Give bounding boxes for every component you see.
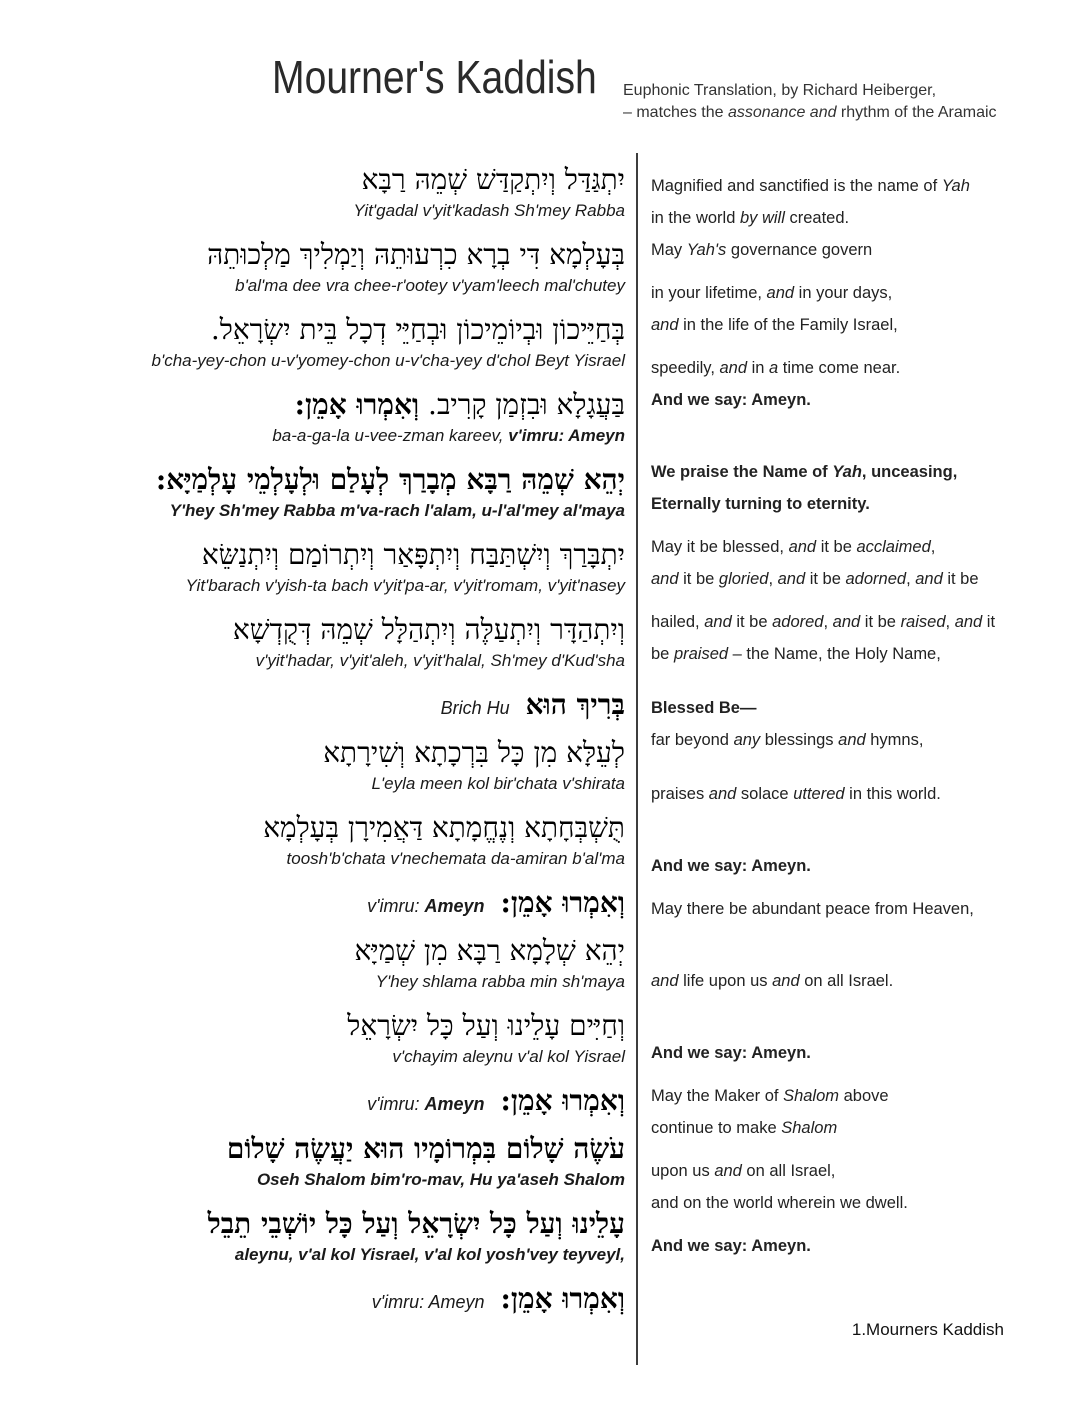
text-segment: and: [651, 316, 679, 334]
subtitle-line: [623, 102, 997, 124]
transliteration-line: [16, 1169, 625, 1191]
hebrew-line: [16, 1006, 625, 1046]
hebrew-refrain-line: [16, 1081, 625, 1124]
text-segment: וְאִמְרוּ אָמֵן:: [500, 886, 625, 919]
translation-line: [651, 1230, 1081, 1262]
transliteration-line: [16, 773, 625, 795]
hebrew-line: [16, 733, 625, 773]
translation-line: [651, 170, 1081, 202]
text-segment: above: [839, 1087, 889, 1105]
text-segment: לְעֵלָּא מִן כָּל בִּרְכָתָא וְשִׁירָתָא: [323, 736, 625, 769]
text-segment: it be: [816, 538, 857, 556]
text-segment: any: [733, 731, 761, 749]
hebrew-line: [16, 460, 625, 500]
hebrew-line: [16, 931, 625, 971]
text-segment: Oseh Shalom bim'ro-mav, Hu ya'aseh Shalom: [256, 1170, 625, 1189]
text-segment: on all Israel,: [741, 1162, 836, 1180]
text-segment: a: [769, 359, 779, 377]
translation-column: [651, 170, 1081, 1262]
translation-line: [651, 309, 1081, 341]
text-segment: solace: [736, 785, 794, 803]
transliteration-line: [16, 575, 625, 597]
transliteration-line: [16, 650, 625, 672]
text-segment: governance govern: [726, 241, 873, 259]
translation-line: [651, 352, 1081, 384]
translation-line: [651, 606, 1081, 638]
text-segment: and: [777, 570, 806, 588]
translation-line: [651, 638, 1081, 670]
page-number-label: 1.Mourners Kaddish: [851, 1320, 1004, 1339]
text-segment: יְהֵא שְׁמֵהּ רַבָּא מְבָרַךְ לְעָלַם וּלְעָלְמֵי עָלְמַיָּא:: [155, 463, 625, 496]
text-segment: Yah: [832, 463, 862, 481]
text-segment: in this world.: [844, 785, 941, 803]
subtitle: [623, 80, 997, 124]
text-segment: it: [982, 613, 996, 631]
text-segment: and: [832, 613, 861, 631]
text-segment: and: [719, 359, 748, 377]
text-segment: תֻּשְׁבְּחָתָא וְנֶחֱמָתָא דַּאֲמִירָן בְּעָלְמָא: [263, 811, 625, 844]
hebrew-refrain-line: [16, 685, 625, 728]
text-segment: it be: [942, 570, 979, 588]
text-segment: rhythm of the Aramaic: [836, 104, 997, 121]
text-segment: and: [708, 785, 737, 803]
hebrew-line: [16, 610, 625, 650]
text-segment: Ameyn: [424, 896, 485, 916]
text-segment: Shalom: [783, 1087, 840, 1105]
hebrew-refrain-line: [16, 883, 625, 926]
text-segment: uttered: [793, 785, 845, 803]
translation-line: [651, 202, 1081, 234]
translation-line: [651, 1037, 1081, 1069]
text-segment: in: [747, 359, 770, 377]
text-segment: in your lifetime,: [651, 284, 767, 302]
hebrew-line: [16, 310, 625, 350]
translation-line: [651, 692, 1081, 724]
text-segment: assonance and: [727, 104, 837, 121]
translation-line: [651, 1187, 1081, 1219]
text-segment: יִתְגַּדַּל וְיִתְקַדַּשׁ שְׁמֵהּ רַבָּא: [361, 163, 625, 196]
text-segment: in the world: [651, 209, 740, 227]
translation-line: [651, 1155, 1081, 1187]
text-segment: and: [766, 284, 795, 302]
text-segment: and: [954, 613, 983, 631]
hebrew-line: [16, 160, 625, 200]
translation-line: [651, 850, 1081, 882]
transliteration-line: [16, 350, 625, 372]
text-segment: וְחַיִּים עָלֵינוּ וְעַל כָּל יִשְׂרָאֵל: [347, 1009, 625, 1042]
text-segment: and: [714, 1162, 742, 1180]
text-segment: on all Israel.: [799, 972, 894, 990]
text-segment: gloried: [718, 570, 769, 588]
page-title: Mourner's Kaddish: [272, 51, 597, 103]
text-segment: וְאִמְרוּ אָמֵן:: [500, 1282, 625, 1315]
translation-line: [651, 893, 1081, 925]
translation-line: [651, 778, 1081, 810]
text-segment: בְּחַיֵּיכוֹן וּבְיוֹמֵיכוֹן וּבְחַיֵּי דְכָל בֵּית יִשְׂרָאֵל.: [210, 313, 625, 346]
text-segment: יִתְבָּרַךְ וְיִשְׁתַּבַּח וְיִתְפָּאַר וְיִתְרוֹמַם וְיִתְנַשֵּׂא: [201, 538, 625, 571]
column-divider: [636, 153, 638, 1365]
text-segment: and: [915, 570, 943, 588]
hebrew-line: [16, 1204, 625, 1244]
translation-line: [651, 234, 1081, 266]
text-segment: ,: [930, 538, 936, 556]
text-segment: in your days,: [794, 284, 893, 302]
text-segment: Yah: [941, 177, 970, 195]
text-segment: ,: [823, 613, 833, 631]
text-segment: adored: [772, 613, 824, 631]
prayer-column: [16, 160, 625, 1327]
hebrew-line: [16, 385, 625, 425]
text-segment: וְאִמְרוּ אָמֵן:: [294, 388, 420, 421]
translation-line: [651, 724, 1081, 756]
hebrew-line: [16, 808, 625, 848]
text-segment: it be: [678, 570, 719, 588]
text-segment: We praise the Name of: [651, 463, 833, 481]
text-segment: hailed,: [651, 613, 705, 631]
text-segment: בַּעֲגָלָא וּבִזְמַן קָרִיב.: [419, 388, 625, 421]
hebrew-line: [16, 535, 625, 575]
text-segment: blessings: [760, 731, 839, 749]
text-segment: b'al'ma dee vra chee-r'ootey v'yam'leech mal'chutey: [235, 276, 625, 295]
text-segment: עֹשֶׂה שָׁלוֹם בִּמְרוֹמָיו הוּא יַעֲשֶׂה שָׁלוֹם: [226, 1132, 625, 1165]
text-segment: ,: [906, 570, 916, 588]
text-segment: and: [651, 972, 679, 990]
text-segment: v'chayim aleynu v'al kol Yisrael: [392, 1047, 625, 1066]
text-segment: ,: [768, 570, 778, 588]
text-segment: acclaimed: [856, 538, 931, 556]
transliteration-line: [16, 200, 625, 222]
text-segment: and: [788, 538, 817, 556]
transliteration-line: [16, 500, 625, 522]
text-segment: v'imru:: [367, 1094, 425, 1114]
text-segment: And we say: Ameyn.: [651, 1044, 811, 1062]
text-segment: created.: [784, 209, 850, 227]
text-segment: May: [651, 241, 687, 259]
text-segment: May it be blessed,: [651, 538, 789, 556]
text-segment: v'imru:: [367, 896, 425, 916]
text-segment: speedily,: [651, 359, 720, 377]
text-segment: v'yit'hadar, v'yit'aleh, v'yit'halal, Sh'mey d'Kud'sha: [255, 651, 625, 670]
translation-line: [651, 384, 1081, 416]
text-segment: raised: [900, 613, 946, 631]
translation-line: [651, 563, 1081, 595]
text-segment: Magnified and sanctified is the name of: [651, 177, 942, 195]
text-segment: עָלֵינוּ וְעַל כָּל יִשְׂרָאֵל וְעַל כָּל יוֹשְׁבֵי תֵבֵל: [207, 1207, 625, 1240]
text-segment: Yah's: [686, 241, 727, 259]
text-segment: b'cha-yey-chon u-v'yomey-chon u-v'cha-yey d'chol Beyt Yisrael: [151, 351, 625, 370]
text-segment: and: [704, 613, 732, 631]
translation-line: [651, 1112, 1081, 1144]
subtitle-line: [623, 80, 997, 102]
text-segment: it be: [860, 613, 901, 631]
text-segment: aleynu, v'al kol Yisrael, v'al kol yosh'vey teyveyl,: [234, 1245, 625, 1264]
text-segment: בְּרִיךְ הוּא: [525, 688, 625, 721]
text-segment: upon us: [651, 1162, 715, 1180]
text-segment: Yit'barach v'yish-ta bach v'yit'pa-ar, v'yit'romam, v'yit'nasey: [185, 576, 625, 595]
text-segment: Blessed Be—: [651, 699, 757, 717]
translation-line: [651, 965, 1081, 997]
text-segment: and: [772, 972, 800, 990]
text-segment: And we say: Ameyn.: [651, 857, 811, 875]
text-segment: And we say: Ameyn.: [651, 391, 811, 409]
hebrew-line: [16, 1129, 625, 1169]
text-segment: May the Maker of: [651, 1087, 784, 1105]
text-segment: be: [651, 645, 674, 663]
text-segment: Y'hey Sh'mey Rabba m'va-rach l'alam, u-l'al'mey al'maya: [169, 501, 625, 520]
text-segment: Brich Hu: [440, 698, 510, 718]
text-segment: L'eyla meen kol bir'chata v'shirata: [371, 774, 625, 793]
text-segment: by will: [739, 209, 785, 227]
translation-line: [651, 456, 1081, 488]
translation-line: [651, 1080, 1081, 1112]
text-segment: Eternally turning to eternity.: [651, 495, 870, 513]
text-segment: May there be abundant peace from Heaven,: [651, 900, 974, 918]
text-segment: וְיִתְהַדָּר וְיִתְעַלֶּה וְיִתְהַלָּל שְׁמֵהּ דְּקֻדְשָׁא: [232, 613, 625, 646]
text-segment: toosh'b'chata v'nechemata da-amiran b'al'ma: [286, 849, 625, 868]
text-segment: it be: [805, 570, 846, 588]
text-segment: time come near.: [778, 359, 901, 377]
transliteration-line: [16, 275, 625, 297]
text-segment: in the life of the Family Israel,: [678, 316, 898, 334]
text-segment: praises: [651, 785, 709, 803]
text-segment: it be: [731, 613, 773, 631]
text-segment: Euphonic Translation, by Richard Heiberger,: [623, 82, 937, 99]
text-segment: v'imru: Ameyn: [508, 426, 625, 445]
text-segment: Shalom: [781, 1119, 838, 1137]
text-segment: and: [651, 570, 679, 588]
text-segment: and: [838, 731, 866, 749]
text-segment: בְּעָלְמָא דִּי בְרָא כִרְעוּתֵהּ וְיַמְלִיךְ מַלְכוּתֵהּ: [207, 238, 625, 271]
transliteration-line: [16, 1244, 625, 1266]
text-segment: far beyond: [651, 731, 734, 749]
text-segment: Ameyn: [424, 1094, 485, 1114]
text-segment: ba-a-ga-la u-vee-zman kareev,: [272, 426, 509, 445]
text-segment: – matches the: [623, 104, 728, 121]
translation-line: [651, 277, 1081, 309]
text-segment: Y'hey shlama rabba min sh'maya: [375, 972, 625, 991]
text-segment: adorned: [845, 570, 907, 588]
text-segment: life upon us: [678, 972, 773, 990]
hebrew-refrain-line: [16, 1279, 625, 1322]
text-segment: וְאִמְרוּ אָמֵן:: [500, 1084, 625, 1117]
transliteration-line: [16, 848, 625, 870]
transliteration-line: [16, 425, 625, 447]
transliteration-line: [16, 971, 625, 993]
translation-line: [651, 531, 1081, 563]
text-segment: hymns,: [865, 731, 924, 749]
text-segment: Yit'gadal v'yit'kadash Sh'mey Rabba: [353, 201, 625, 220]
text-segment: ,: [945, 613, 955, 631]
text-segment: יְהֵא שְׁלָמָא רַבָּא מִן שְׁמַיָּא: [354, 934, 625, 967]
translation-line: [651, 488, 1081, 520]
transliteration-line: [16, 1046, 625, 1068]
hebrew-line: [16, 235, 625, 275]
text-segment: v'imru: Ameyn: [371, 1292, 485, 1312]
text-segment: and on the world wherein we dwell.: [651, 1194, 908, 1212]
text-segment: – the Name, the Holy Name,: [728, 645, 941, 663]
text-segment: And we say: Ameyn.: [651, 1237, 811, 1255]
text-segment: , unceasing,: [861, 463, 958, 481]
text-segment: continue to make: [651, 1119, 782, 1137]
text-segment: praised: [673, 645, 729, 663]
